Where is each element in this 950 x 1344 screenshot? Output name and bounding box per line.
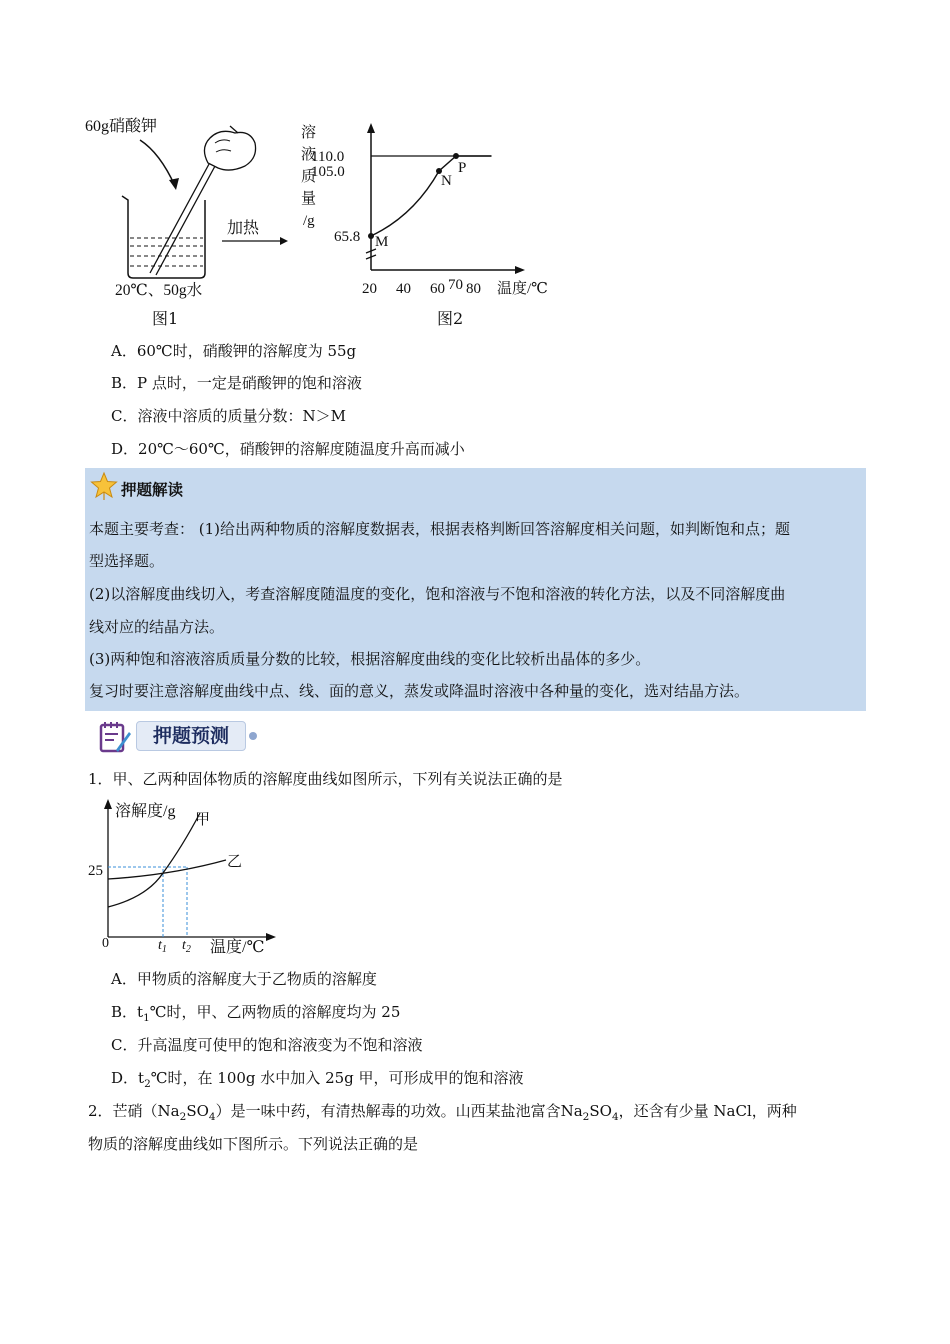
option-a: A．60℃时，硝酸钾的溶解度为 55g bbox=[111, 342, 357, 360]
x-axis-label: 温度/℃ bbox=[210, 939, 265, 956]
analysis-title: 押题解读 bbox=[121, 481, 184, 499]
figure-1-solute-label: 60g硝酸钾 bbox=[85, 118, 158, 135]
q1-option-c: C．升高温度可使甲的饱和溶液变为不饱和溶液 bbox=[111, 1036, 423, 1054]
x-tick-label: 80 bbox=[466, 281, 481, 297]
x-tick-label: 70 bbox=[448, 277, 463, 293]
y-tick-label: 25 bbox=[88, 863, 103, 879]
figure-1-condition-label: 20℃、50g水 bbox=[115, 282, 203, 299]
analysis-line: 本题主要考查： (1)给出两种物质的溶解度数据表，根据表格判断回答溶解度相关问题，如判断饱和点；题 bbox=[89, 520, 791, 538]
x-axis-label: 温度/℃ bbox=[497, 281, 548, 297]
t1-label: $t_1$ bbox=[158, 938, 167, 955]
y-label-char: /g bbox=[303, 213, 315, 229]
analysis-box bbox=[85, 468, 866, 711]
x-tick-label: 40 bbox=[396, 281, 411, 297]
star-icon bbox=[90, 471, 118, 501]
analysis-line: (3)两种饱和溶液溶质质量分数的比较，根据溶解度曲线的变化比较析出晶体的多少。 bbox=[89, 650, 651, 668]
dot-icon bbox=[248, 731, 258, 741]
analysis-line: 复习时要注意溶解度曲线中点、线、面的意义，蒸发或降温时溶液中各种量的变化，选对结晶方法。 bbox=[89, 682, 750, 700]
add-arrow-head bbox=[169, 178, 179, 190]
q2-stem-line-2: 物质的溶解度曲线如下图所示。下列说法正确的是 bbox=[88, 1135, 419, 1153]
y-axis-label: 溶解度/g bbox=[115, 803, 176, 820]
y-tick-label: 65.8 bbox=[334, 229, 361, 245]
series-line bbox=[371, 156, 492, 236]
q1-option-d: D．$t_2℃$时，在 100g 水中加入 25g 甲，可形成甲的饱和溶液 bbox=[111, 1069, 524, 1090]
option-c: C．溶液中溶质的质量分数：N＞M bbox=[111, 407, 346, 425]
data-point-p bbox=[453, 153, 459, 159]
notepad-icon bbox=[98, 720, 132, 754]
prediction-banner bbox=[98, 717, 258, 757]
origin-label: 0 bbox=[102, 936, 109, 951]
formula-na2so4: $Na_2SO_4$ bbox=[560, 1102, 619, 1123]
point-label-n: N bbox=[441, 173, 452, 189]
q2-stem-line-1: 2．芒硝$(Na_2SO_4)$是一味中药，有清热解毒的功效。山西某盐池富含$Na_2SO_4$，还含有少量 NaCl，两种 bbox=[88, 1102, 797, 1123]
figure-1 bbox=[80, 108, 300, 303]
q1-option-b: B．$t_1℃$时，甲、乙两物质的溶解度均为 25 bbox=[111, 1003, 401, 1024]
figure-1-caption: 图1 bbox=[152, 309, 179, 328]
q1-stem: 1．甲、乙两种固体物质的溶解度曲线如图所示，下列有关说法正确的是 bbox=[88, 770, 563, 788]
curve-jia bbox=[108, 813, 200, 907]
t2-label: $t_2$ bbox=[182, 938, 191, 955]
analysis-line: 型选择题。 bbox=[89, 552, 165, 570]
heat-label: 加热 bbox=[227, 220, 260, 237]
y-tick-label: 105.0 bbox=[311, 164, 345, 180]
curve-yi bbox=[108, 860, 226, 879]
option-b: B．P 点时，一定是硝酸钾的饱和溶液 bbox=[111, 374, 362, 392]
q1-option-a: A．甲物质的溶解度大于乙物质的溶解度 bbox=[111, 970, 377, 988]
option-d: D．20℃～60℃，硝酸钾的溶解度随温度升高而减小 bbox=[111, 440, 465, 458]
y-label-char: 液 bbox=[301, 147, 317, 163]
q1-solubility-chart bbox=[82, 797, 282, 962]
y-tick-label: 110.0 bbox=[311, 149, 345, 165]
point-label-m: M bbox=[375, 234, 389, 250]
figure-2-caption: 图2 bbox=[437, 309, 464, 328]
analysis-line: (2)以溶解度曲线切入，考查溶解度随温度的变化，饱和溶液与不饱和溶液的转化方法，以及不同溶解度曲 bbox=[89, 585, 786, 603]
figure-2-chart bbox=[295, 115, 570, 303]
x-tick-label: 20 bbox=[362, 281, 377, 297]
y-label-char: 质 bbox=[301, 169, 317, 185]
add-arrow bbox=[140, 140, 175, 186]
point-label-p: P bbox=[458, 160, 467, 176]
series-label-jia: 甲 bbox=[195, 812, 211, 828]
y-label-char: 溶 bbox=[301, 125, 317, 141]
x-tick-label: 60 bbox=[430, 281, 445, 297]
formula-na2so4: $Na_2SO_4$ bbox=[157, 1102, 216, 1123]
y-label-char: 量 bbox=[301, 191, 317, 207]
banner-title: 押题预测 bbox=[136, 721, 246, 751]
series-label-yi: 乙 bbox=[227, 854, 243, 870]
data-point-m bbox=[368, 233, 374, 239]
analysis-line: 线对应的结晶方法。 bbox=[89, 618, 225, 636]
